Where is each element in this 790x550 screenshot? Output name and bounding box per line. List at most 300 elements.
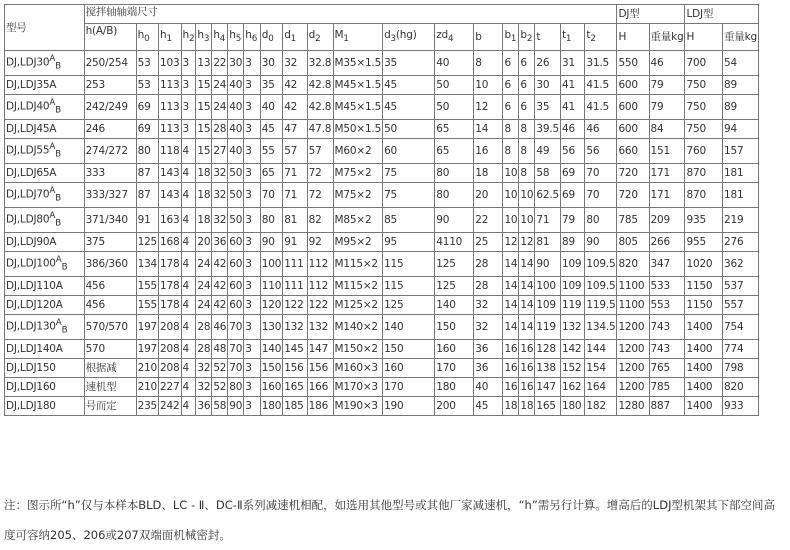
table-cell: 20 [474,183,503,208]
table-cell: 128 [535,340,561,359]
table-cell: 41 [560,95,584,120]
table-cell: 754 [722,315,758,340]
header-subscript: 3 [390,34,396,45]
table-cell: 151 [649,139,685,164]
table-cell: 46 [560,120,584,139]
table-cell: 32 [212,164,228,183]
table-cell: 18 [474,164,503,183]
table-cell: 163 [159,208,181,233]
table-cell: 16 [519,340,535,359]
header-symbol: h [213,28,220,41]
table-cell: 79 [649,76,685,95]
table-cell: 3 [244,120,261,139]
table-cell: 82 [307,208,333,233]
table-row [5,277,790,296]
table-cell: 537 [722,277,758,296]
table-cell: 42 [212,277,228,296]
table-cell: 4 [181,233,196,252]
table-cell: 90 [535,252,561,277]
table-cell: 41 [560,76,584,95]
table-cell: 42 [283,95,307,120]
table-cell: 1400 [685,340,723,359]
table-cell: 16 [519,359,535,378]
table-cell: 132 [560,315,584,340]
table-cell: 168 [159,233,181,252]
table-cell: 13 [196,51,212,76]
header-symbol: M [334,28,344,41]
table-cell: 4 [181,397,196,416]
table-cell: 27 [212,139,228,164]
table-cell: 79 [560,208,584,233]
table-cell: M125×2 [333,296,383,315]
table-cell: 3 [181,76,196,95]
table-cell: 14 [503,277,519,296]
table-cell: 3 [244,315,261,340]
table-cell: 47.8 [307,120,333,139]
model-cell [5,120,85,139]
table-cell: 58 [212,397,228,416]
table-cell: 72 [307,164,333,183]
table-row [5,378,790,397]
table-row [5,139,790,164]
table-cell: 52 [212,378,228,397]
model-name: DJ,LDJ40 [6,100,50,113]
table-cell: 887 [649,397,685,416]
table-cell: 375 [84,233,136,252]
header-subscript: 1 [565,34,572,45]
header-subscript: 0 [144,34,150,45]
header-subscript: 1 [290,34,297,45]
table-cell: 4 [181,315,196,340]
table-cell: 150 [260,359,282,378]
table-cell: 3 [181,120,196,139]
table-cell: 40 [228,76,244,95]
header-subscript: 4 [448,34,454,45]
table-cell: 1280 [617,397,649,416]
column-header [84,24,136,51]
table-cell: 36 [212,233,228,252]
table-cell: 87 [136,164,158,183]
table-cell: 35 [383,51,435,76]
table-cell: 14 [503,315,519,340]
table-cell: 155 [136,296,158,315]
table-cell: 49 [535,139,561,164]
header-symbol: H [618,31,627,43]
table-cell: 32 [196,359,212,378]
header-shaft-dimensions: 搅拌轴轴端尺寸 [84,5,617,24]
table-cell: 3 [244,139,261,164]
table-cell: 570/570 [84,315,136,340]
table-cell: 208 [159,315,181,340]
table-cell: 164 [585,378,617,397]
table-cell: 80 [260,208,282,233]
header-symbol: h(A/B) [85,25,118,37]
header-symbol: 重量kg [650,31,684,43]
header-ldj-type: LDJ型 [685,5,758,24]
table-cell: 41.5 [585,95,617,120]
table-cell: 720 [617,164,649,183]
table-cell: 12 [503,233,519,252]
table-cell: 119.5 [585,296,617,315]
model-cell [5,315,85,340]
table-cell: 6 [519,51,535,76]
header-symbol: h [245,28,252,41]
table-cell: 111 [283,252,307,277]
table-cell: 660 [617,139,649,164]
header-subscript: 2 [188,34,195,45]
table-cell: 速机型 [84,378,136,397]
table-cell: 20 [196,233,212,252]
table-cell: 242 [159,397,181,416]
table-cell: 28 [474,277,503,296]
model-variant-a: A [49,54,56,65]
table-cell: 6 [519,76,535,95]
header-subscript: 0 [268,34,274,45]
table-cell: 8 [519,120,535,139]
table-cell: 785 [617,208,649,233]
table-cell: 4 [181,340,196,359]
table-cell: 32 [474,315,503,340]
table-cell: 750 [685,95,723,120]
table-cell: 22 [212,51,228,76]
table-cell: 456 [84,277,136,296]
table-cell: 150 [435,315,474,340]
table-cell: 26 [535,51,561,76]
table-cell: 65 [435,139,474,164]
table-cell: 125 [435,277,474,296]
table-cell: 85 [383,208,435,233]
model-name: DJ,LDJ65A [6,167,57,179]
table-cell: 3 [244,76,261,95]
table-cell: 70 [585,164,617,183]
table-cell: 60 [228,277,244,296]
table-cell: 42.8 [307,76,333,95]
table-cell: 80 [435,183,474,208]
table-cell: 57 [307,139,333,164]
table-cell: 140 [260,340,282,359]
table-cell: 600 [617,95,649,120]
table-cell: 1400 [685,378,723,397]
table-cell: 156 [307,359,333,378]
table-cell: 109 [535,296,561,315]
model-cell [5,76,85,95]
table-cell: 109.5 [585,277,617,296]
model-name: DJ,LDJ140A [6,343,63,355]
table-cell: 14 [519,296,535,315]
table-cell: 40 [228,139,244,164]
table-cell: 165 [535,397,561,416]
table-cell: 15 [196,120,212,139]
table-cell: 134.5 [585,315,617,340]
model-name: DJ,LDJ110A [6,280,63,292]
table-cell: 115 [383,277,435,296]
model-name: DJ,LDJ100 [6,257,56,270]
table-cell: 70 [260,183,282,208]
model-cell [5,183,85,208]
table-cell: 14 [474,120,503,139]
header-symbol: b [475,31,482,43]
table-cell: 553 [649,296,685,315]
table-cell: 号而定 [84,397,136,416]
model-variant-a: A [49,186,56,197]
model-cell [5,277,85,296]
model-variant-b: B [55,61,61,72]
table-cell: 56 [560,139,584,164]
header-symbol: H [686,31,695,43]
table-cell: 41.5 [585,76,617,95]
table-cell: 160 [260,378,282,397]
table-cell: 743 [649,340,685,359]
table-cell: 113 [159,120,181,139]
table-cell: 274/272 [84,139,136,164]
table-cell: 70 [228,359,244,378]
table-cell: 39.5 [535,120,561,139]
column-header [196,24,212,51]
header-dj-type: DJ型 [617,5,685,24]
table-cell: 242/249 [84,95,136,120]
model-variant-a: A [49,98,56,109]
table-cell: 557 [722,296,758,315]
model-name: DJ,LDJ160 [6,381,56,393]
table-cell: 69 [560,164,584,183]
column-header [228,24,244,51]
table-cell: 40 [435,51,474,76]
table-cell: 75 [383,183,435,208]
table-cell: 109.5 [585,252,617,277]
table-cell: 40 [474,378,503,397]
table-cell: 46 [585,120,617,139]
table-cell: 760 [685,139,723,164]
table-cell: 180 [435,378,474,397]
table-cell: 45 [260,120,282,139]
table-cell: 24 [196,277,212,296]
table-cell: 71 [283,164,307,183]
table-cell: 109 [560,252,584,277]
table-cell: 28 [196,315,212,340]
table-cell: 3 [181,95,196,120]
header-symbol: h [197,28,204,41]
table-cell: 10 [503,208,519,233]
column-header [617,24,649,51]
table-cell: 115 [383,252,435,277]
table-cell: 90 [435,208,474,233]
table-cell: 750 [685,120,723,139]
header-symbol: h [182,28,189,41]
table-cell: 94 [722,120,758,139]
table-cell: 3 [244,378,261,397]
table-cell: 8 [503,139,519,164]
table-cell: 48 [212,340,228,359]
header-symbol: d [261,28,269,41]
column-header [212,24,228,51]
table-cell: 533 [649,277,685,296]
table-cell: 246 [84,120,136,139]
column-header [136,24,158,51]
table-cell: 90 [228,397,244,416]
table-cell: 60 [228,252,244,277]
table-cell: 125 [383,296,435,315]
table-cell: 92 [307,233,333,252]
table-cell: 1200 [617,378,649,397]
table-cell: 600 [617,120,649,139]
table-cell: 347 [649,252,685,277]
table-cell: 71 [283,183,307,208]
table-cell: 75 [383,164,435,183]
table-cell: 71 [535,208,561,233]
model-name: DJ,LDJ30 [6,56,50,69]
table-cell: 16 [519,378,535,397]
table-cell: M60×2 [333,139,383,164]
table-cell: 371/340 [84,208,136,233]
table-cell: 16 [503,340,519,359]
table-cell: 24 [212,95,228,120]
table-cell: 250/254 [84,51,136,76]
column-header [260,24,282,51]
table-row [5,397,790,416]
model-variant-a: A [55,318,62,329]
model-cell [5,252,85,277]
table-cell: 46 [649,51,685,76]
table-cell: 15 [196,95,212,120]
header-symbol: h [137,28,145,41]
table-cell: 32 [212,208,228,233]
header-symbol: h [160,28,167,41]
table-cell: 14 [519,315,535,340]
column-header [585,24,617,51]
model-name: DJ,LDJ35A [6,79,57,91]
table-cell: 4 [181,359,196,378]
table-cell: M140×2 [333,315,383,340]
header-subscript: 1 [166,34,172,45]
table-cell: 798 [722,359,758,378]
table-cell: 143 [159,164,181,183]
model-name: DJ,LDJ150 [6,362,56,374]
table-cell: 1400 [685,359,723,378]
table-cell: 4110 [435,233,474,252]
model-name: DJ,LDJ130 [6,320,56,333]
table-cell: 40 [228,120,244,139]
table-cell: 31 [560,51,584,76]
table-cell: 81 [535,233,561,252]
table-cell: 8 [474,51,503,76]
table-cell: 3 [244,51,261,76]
table-cell: 1400 [685,315,723,340]
table-cell: 109 [560,277,584,296]
table-cell: 32.8 [307,51,333,76]
table-cell: 140 [383,315,435,340]
table-cell: 16 [503,359,519,378]
table-cell: 70 [585,183,617,208]
table-cell: M190×3 [333,397,383,416]
table-cell: 171 [649,164,685,183]
table-cell: 60 [383,139,435,164]
table-cell: 227 [159,378,181,397]
table-cell: 95 [383,233,435,252]
table-cell: 125 [435,252,474,277]
table-cell: 89 [722,95,758,120]
table-cell: 171 [649,183,685,208]
model-cell [5,397,85,416]
table-cell: 210 [136,359,158,378]
table-cell: 52 [212,359,228,378]
table-cell: 181 [722,183,758,208]
table-cell: M45×1.5 [333,76,383,95]
table-cell: 58 [535,164,561,183]
table-cell: 10 [519,208,535,233]
table-cell: 185 [283,397,307,416]
table-cell: 1200 [617,315,649,340]
table-cell: 91 [136,208,158,233]
table-cell: 3 [244,340,261,359]
table-cell: 56 [585,139,617,164]
table-cell: 118 [159,139,181,164]
table-cell: 333 [84,164,136,183]
table-cell: 147 [307,340,333,359]
header-suffix: (hg) [395,28,417,41]
table-cell: 91 [283,233,307,252]
table-cell: 120 [260,296,282,315]
table-cell: 3 [244,277,261,296]
table-cell: 35 [535,95,561,120]
table-cell: 219 [722,208,758,233]
model-cell [5,208,85,233]
table-cell: M35×1.5 [333,51,383,76]
model-name: DJ,LDJ45A [6,123,57,135]
header-subscript: 6 [251,34,258,45]
header-subscript: 5 [235,34,242,45]
table-cell: 3 [181,51,196,76]
table-cell: 32 [196,378,212,397]
table-cell: 90 [585,233,617,252]
column-header [383,24,435,51]
table-cell: 156 [283,359,307,378]
table-cell: 69 [136,95,158,120]
table-cell: 180 [260,397,282,416]
table-row [5,208,790,233]
table-row [5,120,790,139]
table-cell: 4 [181,277,196,296]
table-cell: 18 [196,208,212,233]
table-cell: 25 [474,233,503,252]
table-cell: 180 [560,397,584,416]
model-variant-b: B [61,262,68,273]
model-cell [5,296,85,315]
table-cell: 1400 [685,397,723,416]
table-cell: 112 [307,277,333,296]
table-cell: M115×2 [333,252,383,277]
header-subscript: 1 [510,34,517,45]
table-cell: 870 [685,164,723,183]
table-cell: 190 [383,397,435,416]
table-cell: 30 [535,76,561,95]
table-cell: 4 [181,296,196,315]
table-cell: M95×2 [333,233,383,252]
model-variant-b: B [55,193,61,204]
table-cell: 3 [244,397,261,416]
model-cell [5,233,85,252]
table-cell: 28 [474,252,503,277]
table-cell: 1200 [617,359,649,378]
table-cell: 18 [196,164,212,183]
table-cell: 4 [181,164,196,183]
table-cell: 3 [244,252,261,277]
column-header [722,24,758,51]
table-cell: M160×3 [333,359,383,378]
column-header [159,24,181,51]
table-cell: 197 [136,315,158,340]
table-row [5,183,790,208]
table-cell: 935 [685,208,723,233]
